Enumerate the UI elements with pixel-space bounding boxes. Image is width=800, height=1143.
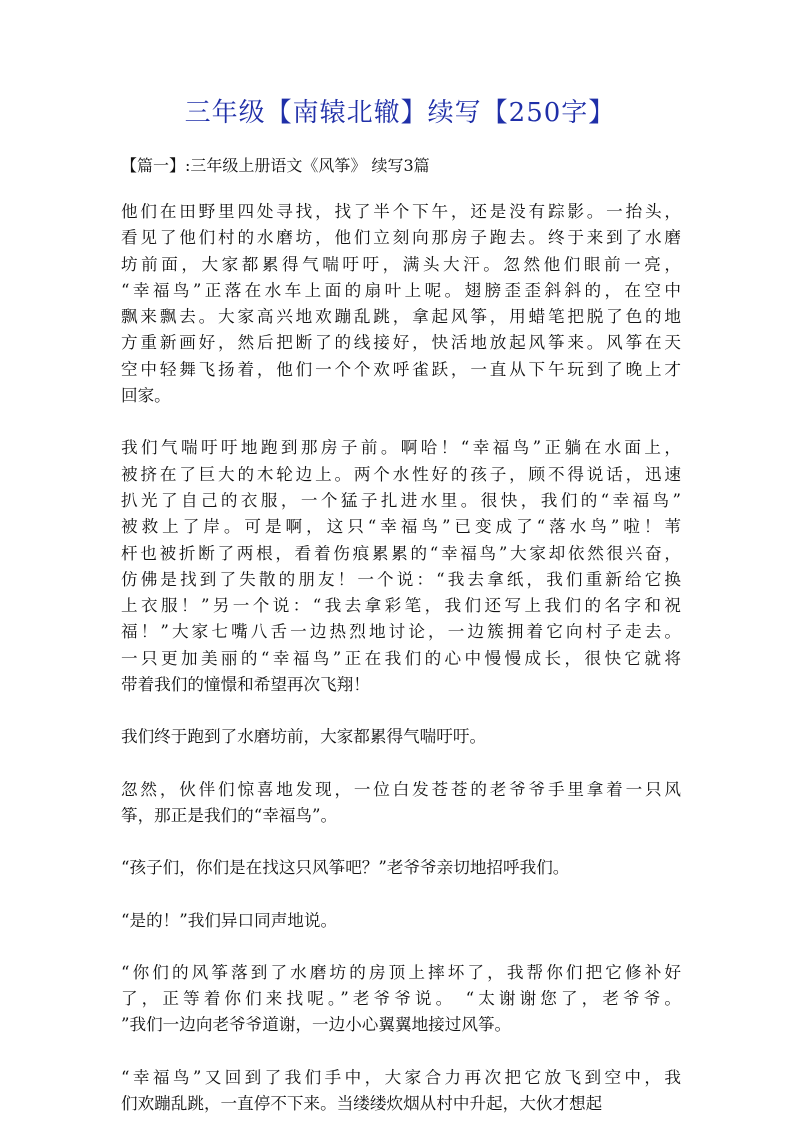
text-line: 带着我们的憧憬和希望再次飞翔！ xyxy=(121,675,370,695)
text-line: 飘来飘去。大家高兴地欢蹦乱跳，拿起风筝，用蜡笔把脱了色的地 xyxy=(121,307,681,327)
text-line: 仿佛是找到了失散的朋友！一个说：“我去拿纸，我们重新给它换 xyxy=(121,569,681,589)
text-line: 福！”大家七嘴八舌一边热烈地讨论，一边簇拥着它向村子走去。 xyxy=(121,622,681,642)
text-line: 我们气喘吁吁地跑到那房子前。啊哈！“幸福鸟”正躺在水面上， xyxy=(121,438,681,458)
text-line: 回家。 xyxy=(121,386,171,406)
section-heading: 【篇一】:三年级上册语文《风筝》 续写3篇 xyxy=(121,156,430,175)
text-line: 杆也被折断了两根，看着伤痕累累的“幸福鸟”大家却依然很兴奋， xyxy=(121,543,681,563)
paragraph xyxy=(121,199,681,409)
text-line: 被挤在了巨大的木轮边上。两个水性好的孩子，顾不得说话，迅速 xyxy=(121,464,681,484)
text-line: 空中轻舞飞扬着，他们一个个欢呼雀跃，一直从下午玩到了晚上才 xyxy=(121,359,681,379)
text-line: 上衣服！”另一个说：“我去拿彩笔，我们还写上我们的名字和祝 xyxy=(121,596,681,616)
text-line: “孩子们，你们是在找这只风筝吧？”老爷爷亲切地招呼我们。 xyxy=(121,858,570,878)
text-line: 我们终于跑到了水磨坊前，大家都累得气喘吁吁。 xyxy=(121,727,487,747)
text-line: 看见了他们村的水磨坊，他们立刻向那房子跑去。终于来到了水磨 xyxy=(121,228,681,248)
document-title: 三年级【南辕北辙】续写【250字】 xyxy=(184,98,616,128)
text-line: “幸福鸟”正落在水车上面的扇叶上呢。翅膀歪歪斜斜的，在空中 xyxy=(121,280,681,300)
paragraph xyxy=(121,724,681,750)
text-line: 他们在田野里四处寻找，找了半个下午，还是没有踪影。一抬头， xyxy=(121,202,681,221)
text-line: “幸福鸟”又回到了我们手中，大家合力再次把它放飞到空中，我 xyxy=(121,1067,681,1087)
text-line: 筝，那正是我们的“幸福鸟”。 xyxy=(121,805,338,825)
text-line: 一只更加美丽的“幸福鸟”正在我们的心中慢慢成长，很快它就将 xyxy=(121,648,681,668)
text-line: “是的！”我们异口同声地说。 xyxy=(121,910,338,930)
text-line: “你们的风筝落到了水磨坊的房顶上摔坏了，我帮你们把它修补好 xyxy=(121,962,681,982)
text-line: 被救上了岸。可是啊，这只“幸福鸟”已变成了“落水鸟”啦！苇 xyxy=(121,517,681,537)
text-line: 忽然，伙伴们惊喜地发现，一位白发苍苍的老爷爷手里拿着一只风 xyxy=(121,779,681,799)
paragraph xyxy=(121,855,681,881)
paragraph xyxy=(121,960,681,1039)
text-line: 了，正等着你们来找呢。”老爷爷说。 “太谢谢您了，老爷爷。 xyxy=(121,989,681,1009)
paragraph xyxy=(121,1065,681,1118)
text-line: 扒光了自己的衣服，一个猛子扎进水里。很快，我们的“幸福鸟” xyxy=(121,490,681,510)
text-line: 坊前面，大家都累得气喘吁吁，满头大汗。忽然他们眼前一亮， xyxy=(121,254,681,274)
text-line: 们欢蹦乱跳，一直停不下来。当缕缕炊烟从村中升起，大伙才想起 xyxy=(121,1094,603,1114)
paragraph xyxy=(121,908,681,934)
text-line: ”我们一边向老爷爷道谢，一边小心翼翼地接过风筝。 xyxy=(121,1015,512,1035)
text-line: 方重新画好，然后把断了的线接好，快活地放起风筝来。风筝在天 xyxy=(121,333,681,353)
document-body xyxy=(121,199,681,1143)
paragraph xyxy=(121,435,681,698)
paragraph xyxy=(121,777,681,830)
